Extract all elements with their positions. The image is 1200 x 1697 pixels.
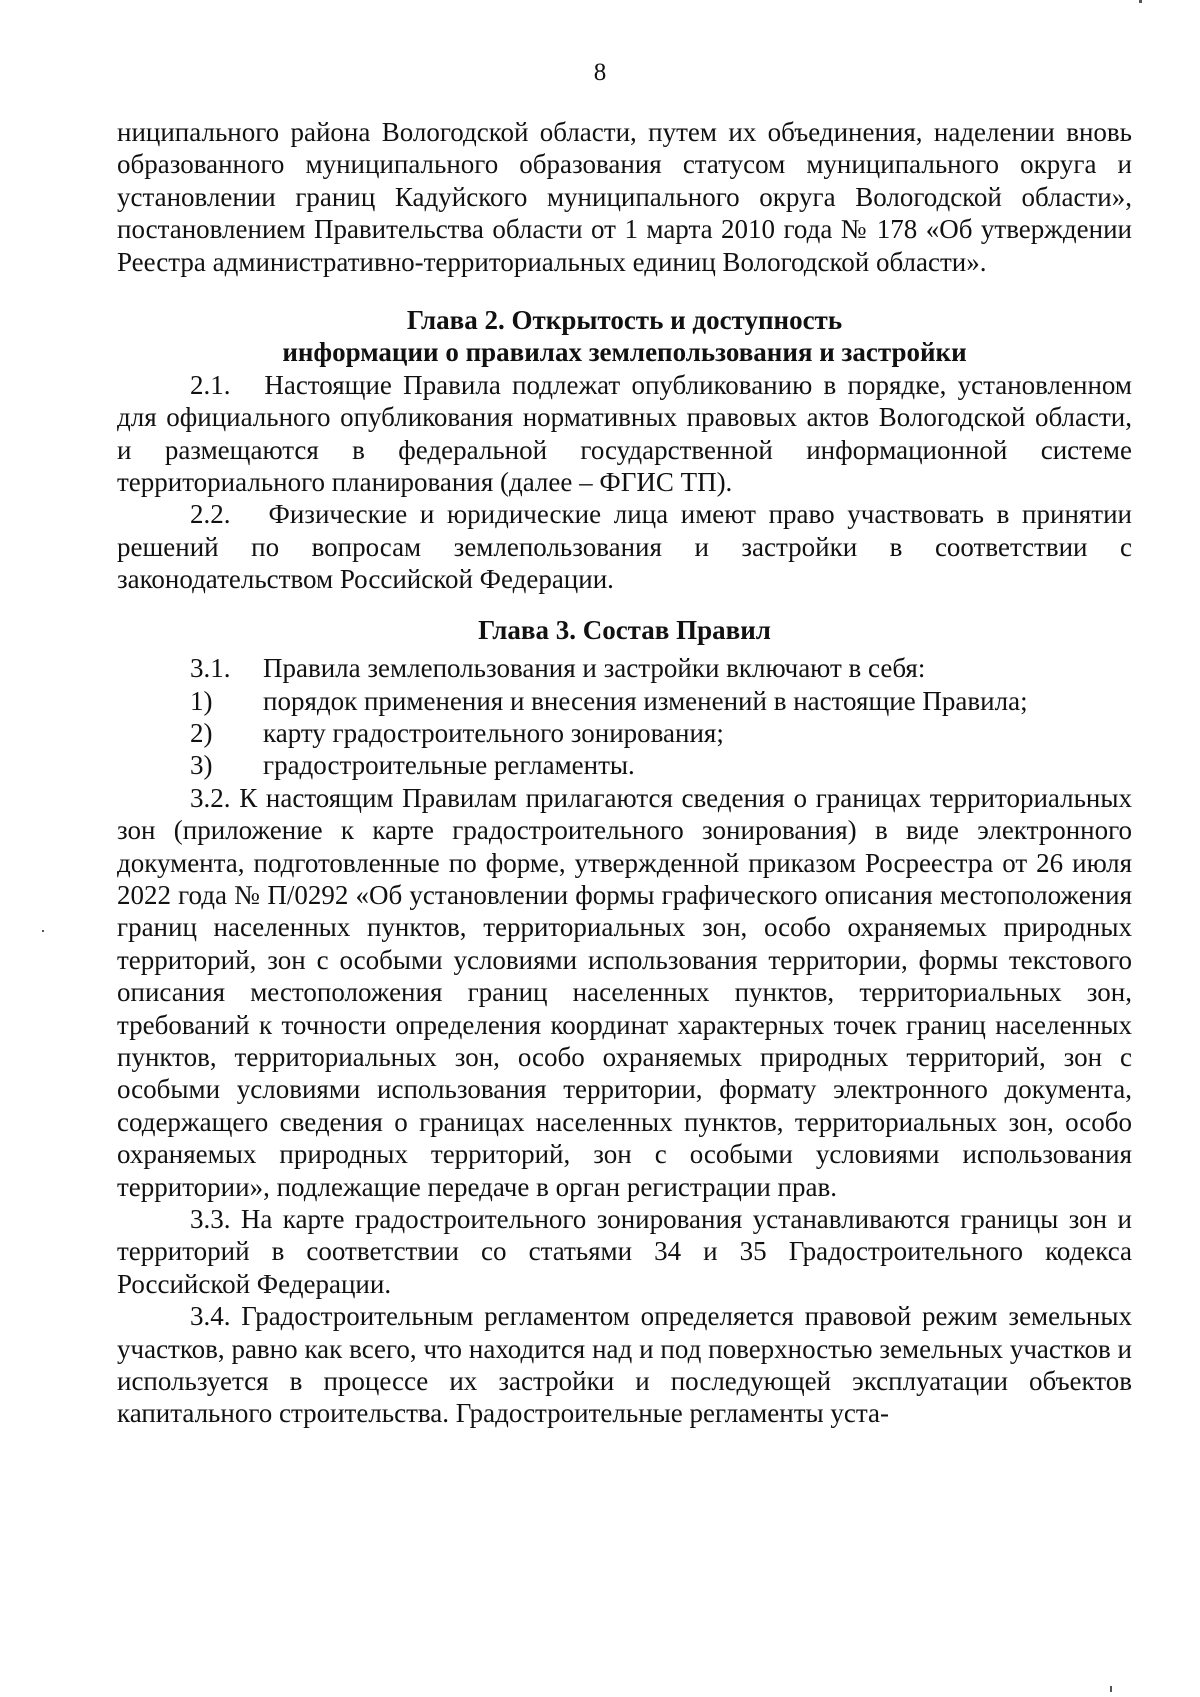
chapter-2-title-line-1: Глава 2. Открытость и доступность xyxy=(406,305,843,336)
paragraph-3-3: 3.3. На карте градостроительного зонирования устанавливаются границы зон и территорий в соответствии со статьями 34 и 35 Градостроительного кодекса Российской Федерации. xyxy=(117,1204,1132,1299)
list-item xyxy=(117,717,1132,749)
chapter-3-title: Глава 3. Состав Правил xyxy=(478,614,771,645)
chapter-2-title-line-2: информации о правилах землепользования и застройки xyxy=(282,337,967,368)
paragraph-2-1-text: Настоящие Правила подлежат опубликованию в порядке, установленном для официального опубликования нормативных правовых актов Вологодской области, и размещаются в федеральной государственной информационной системе территориального планирования (далее – ФГИС ТП). xyxy=(117,369,1132,498)
list-item-text: порядок применения и внесения изменений в настоящие Правила; xyxy=(263,685,1028,716)
paragraph-2-2 xyxy=(117,498,1132,595)
list-item-number: 3) xyxy=(190,750,213,781)
page-number: 8 xyxy=(593,59,607,86)
scan-mark xyxy=(1139,0,1142,3)
paragraph-2-1 xyxy=(117,369,1132,499)
paragraph-3-1-text: Правила землепользования и застройки включают в себя: xyxy=(263,653,926,684)
paragraph-3-1 xyxy=(117,652,1132,684)
paragraph-2-1-number: 2.1. xyxy=(190,369,231,400)
list-item-text: карту градостроительного зонирования; xyxy=(263,717,724,748)
paragraph-2-2-number: 2.2. xyxy=(190,499,231,530)
paragraph-3-1-number: 3.1. xyxy=(190,653,231,684)
paragraph-3-4: 3.4. Градостроительным регламентом определяется правовой режим земельных участков, равно как всего, что находится над и под поверхностью земельных участков и используется в процессе их застройки и последующей эксплуатации объектов капитального строительства. Градостроительные регламенты уста- xyxy=(117,1301,1132,1429)
intro-paragraph: ниципального района Вологодской области, путем их объединения, наделении вновь образованного муниципального образования статусом муниципального округа и установлении границ Кадуйского муниципального округа Вологодской области», постановлением Правительства области от 1 марта 2010 года № 178 «Об утверждении Реестра административно-территориальных единиц Вологодской области». xyxy=(117,117,1132,277)
paragraph-3-2: 3.2. К настоящим Правилам прилагаются сведения о границах территориальных зон (приложение к карте градостроительного зонирования) в виде электронного документа, подготовленные по форме, утвержденной приказом Росреестра от 26 июля 2022 года № П/0292 «Об установлении формы графического описания местоположения границ населенных пунктов, территориальных зон, особо охраняемых природных территорий, зон с особыми условиями использования территории, формы текстового описания местоположения границ населенных пунктов, территориальных зон, требований к точности определения координат характерных точек границ населенных пунктов, территориальных зон, особо охраняемых природных территорий, зон с особыми условиями использования территории, формату электронного документа, содержащего сведения о границах населенных пунктов, территориальных зон, особо охраняемых природных территорий, зон с особыми условиями использования территории», подлежащие передаче в орган регистрации прав. xyxy=(117,782,1132,1202)
list-item xyxy=(117,749,1132,781)
list-item xyxy=(117,685,1132,717)
scan-mark xyxy=(42,930,44,932)
scan-mark xyxy=(1110,1686,1112,1692)
paragraph-2-2-text: Физические и юридические лица имеют право участвовать в принятии решений по вопросам землепользования и застройки в соответствии с законодательством Российской Федерации. xyxy=(117,499,1133,595)
list-item-text: градостроительные регламенты. xyxy=(263,750,635,781)
document-body xyxy=(117,116,1132,1430)
list-item-number: 2) xyxy=(190,717,213,748)
list-item-number: 1) xyxy=(190,685,213,716)
